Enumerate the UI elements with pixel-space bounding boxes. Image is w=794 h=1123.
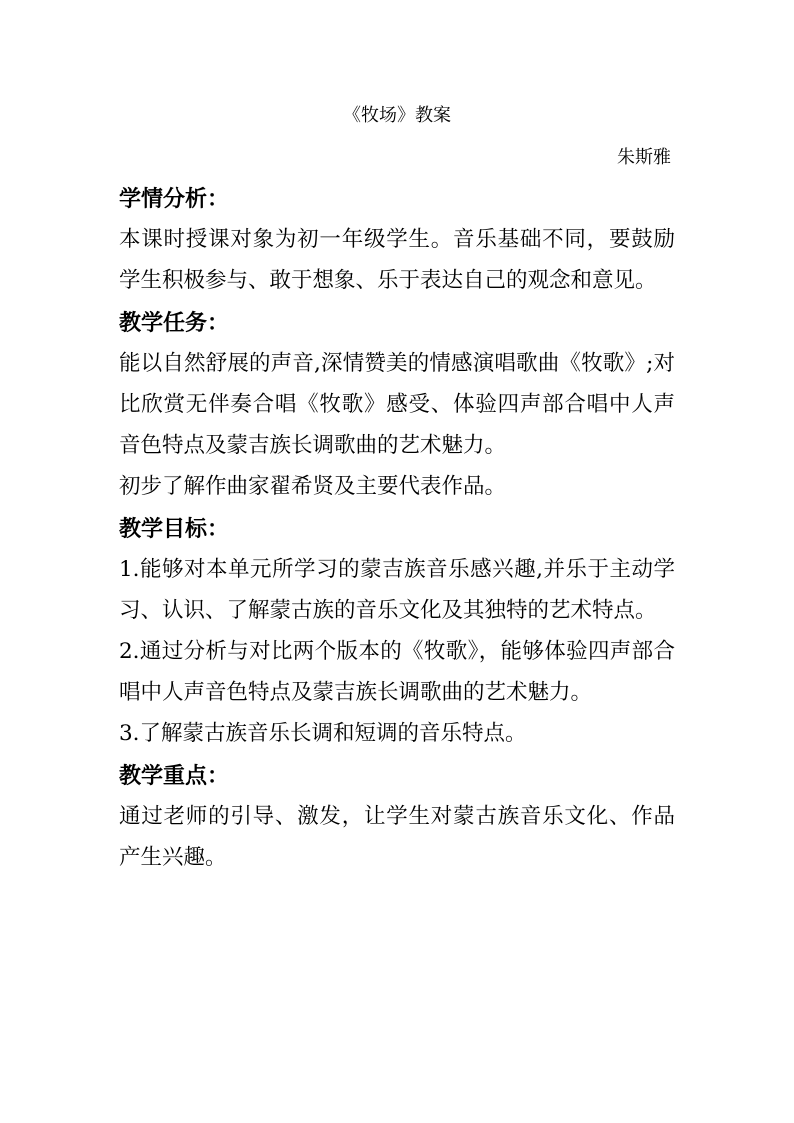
section-key-points [119, 758, 675, 878]
section-learner-analysis [119, 181, 675, 301]
document-title: 《牧场》教案 [343, 105, 451, 126]
goal-item: 2.通过分析与对比两个版本的《牧歌》，能够体验四声部合唱中人声音色特点及蒙吉族长调歌曲的艺术魅力。 [119, 639, 675, 705]
document-author: 朱斯雅 [617, 147, 671, 168]
section-teaching-task [119, 305, 675, 507]
goal-item: 3.了解蒙古族音乐长调和短调的音乐特点。 [119, 721, 527, 746]
section-paragraph: 能以自然舒展的声音,深情赞美的情感演唱歌曲《牧歌》;对比欣赏无伴奏合唱《牧歌》感受、体验四声部合唱中人声音色特点及蒙吉族长调歌曲的艺术魅力。 [119, 351, 675, 458]
document-body [119, 181, 675, 882]
section-heading: 教学目标： [119, 517, 230, 542]
section-heading: 教学重点： [119, 764, 230, 789]
section-heading: 教学任务： [119, 311, 230, 336]
section-paragraph: 通过老师的引导、激发，让学生对蒙古族音乐文化、作品产生兴趣。 [119, 804, 675, 870]
section-teaching-goals [119, 511, 675, 754]
section-paragraph: 初步了解作曲家翟希贤及主要代表作品。 [119, 474, 507, 499]
section-paragraph: 本课时授课对象为初一年级学生。音乐基础不同，要鼓励学生积极参与、敢于想象、乐于表达自己的观念和意见。 [119, 227, 675, 293]
section-heading: 学情分析： [119, 187, 230, 212]
goal-item: 1.能够对本单元所学习的蒙吉族音乐感兴趣,并乐于主动学习、认识、了解蒙古族的音乐文化及其独特的艺术特点。 [119, 557, 675, 623]
